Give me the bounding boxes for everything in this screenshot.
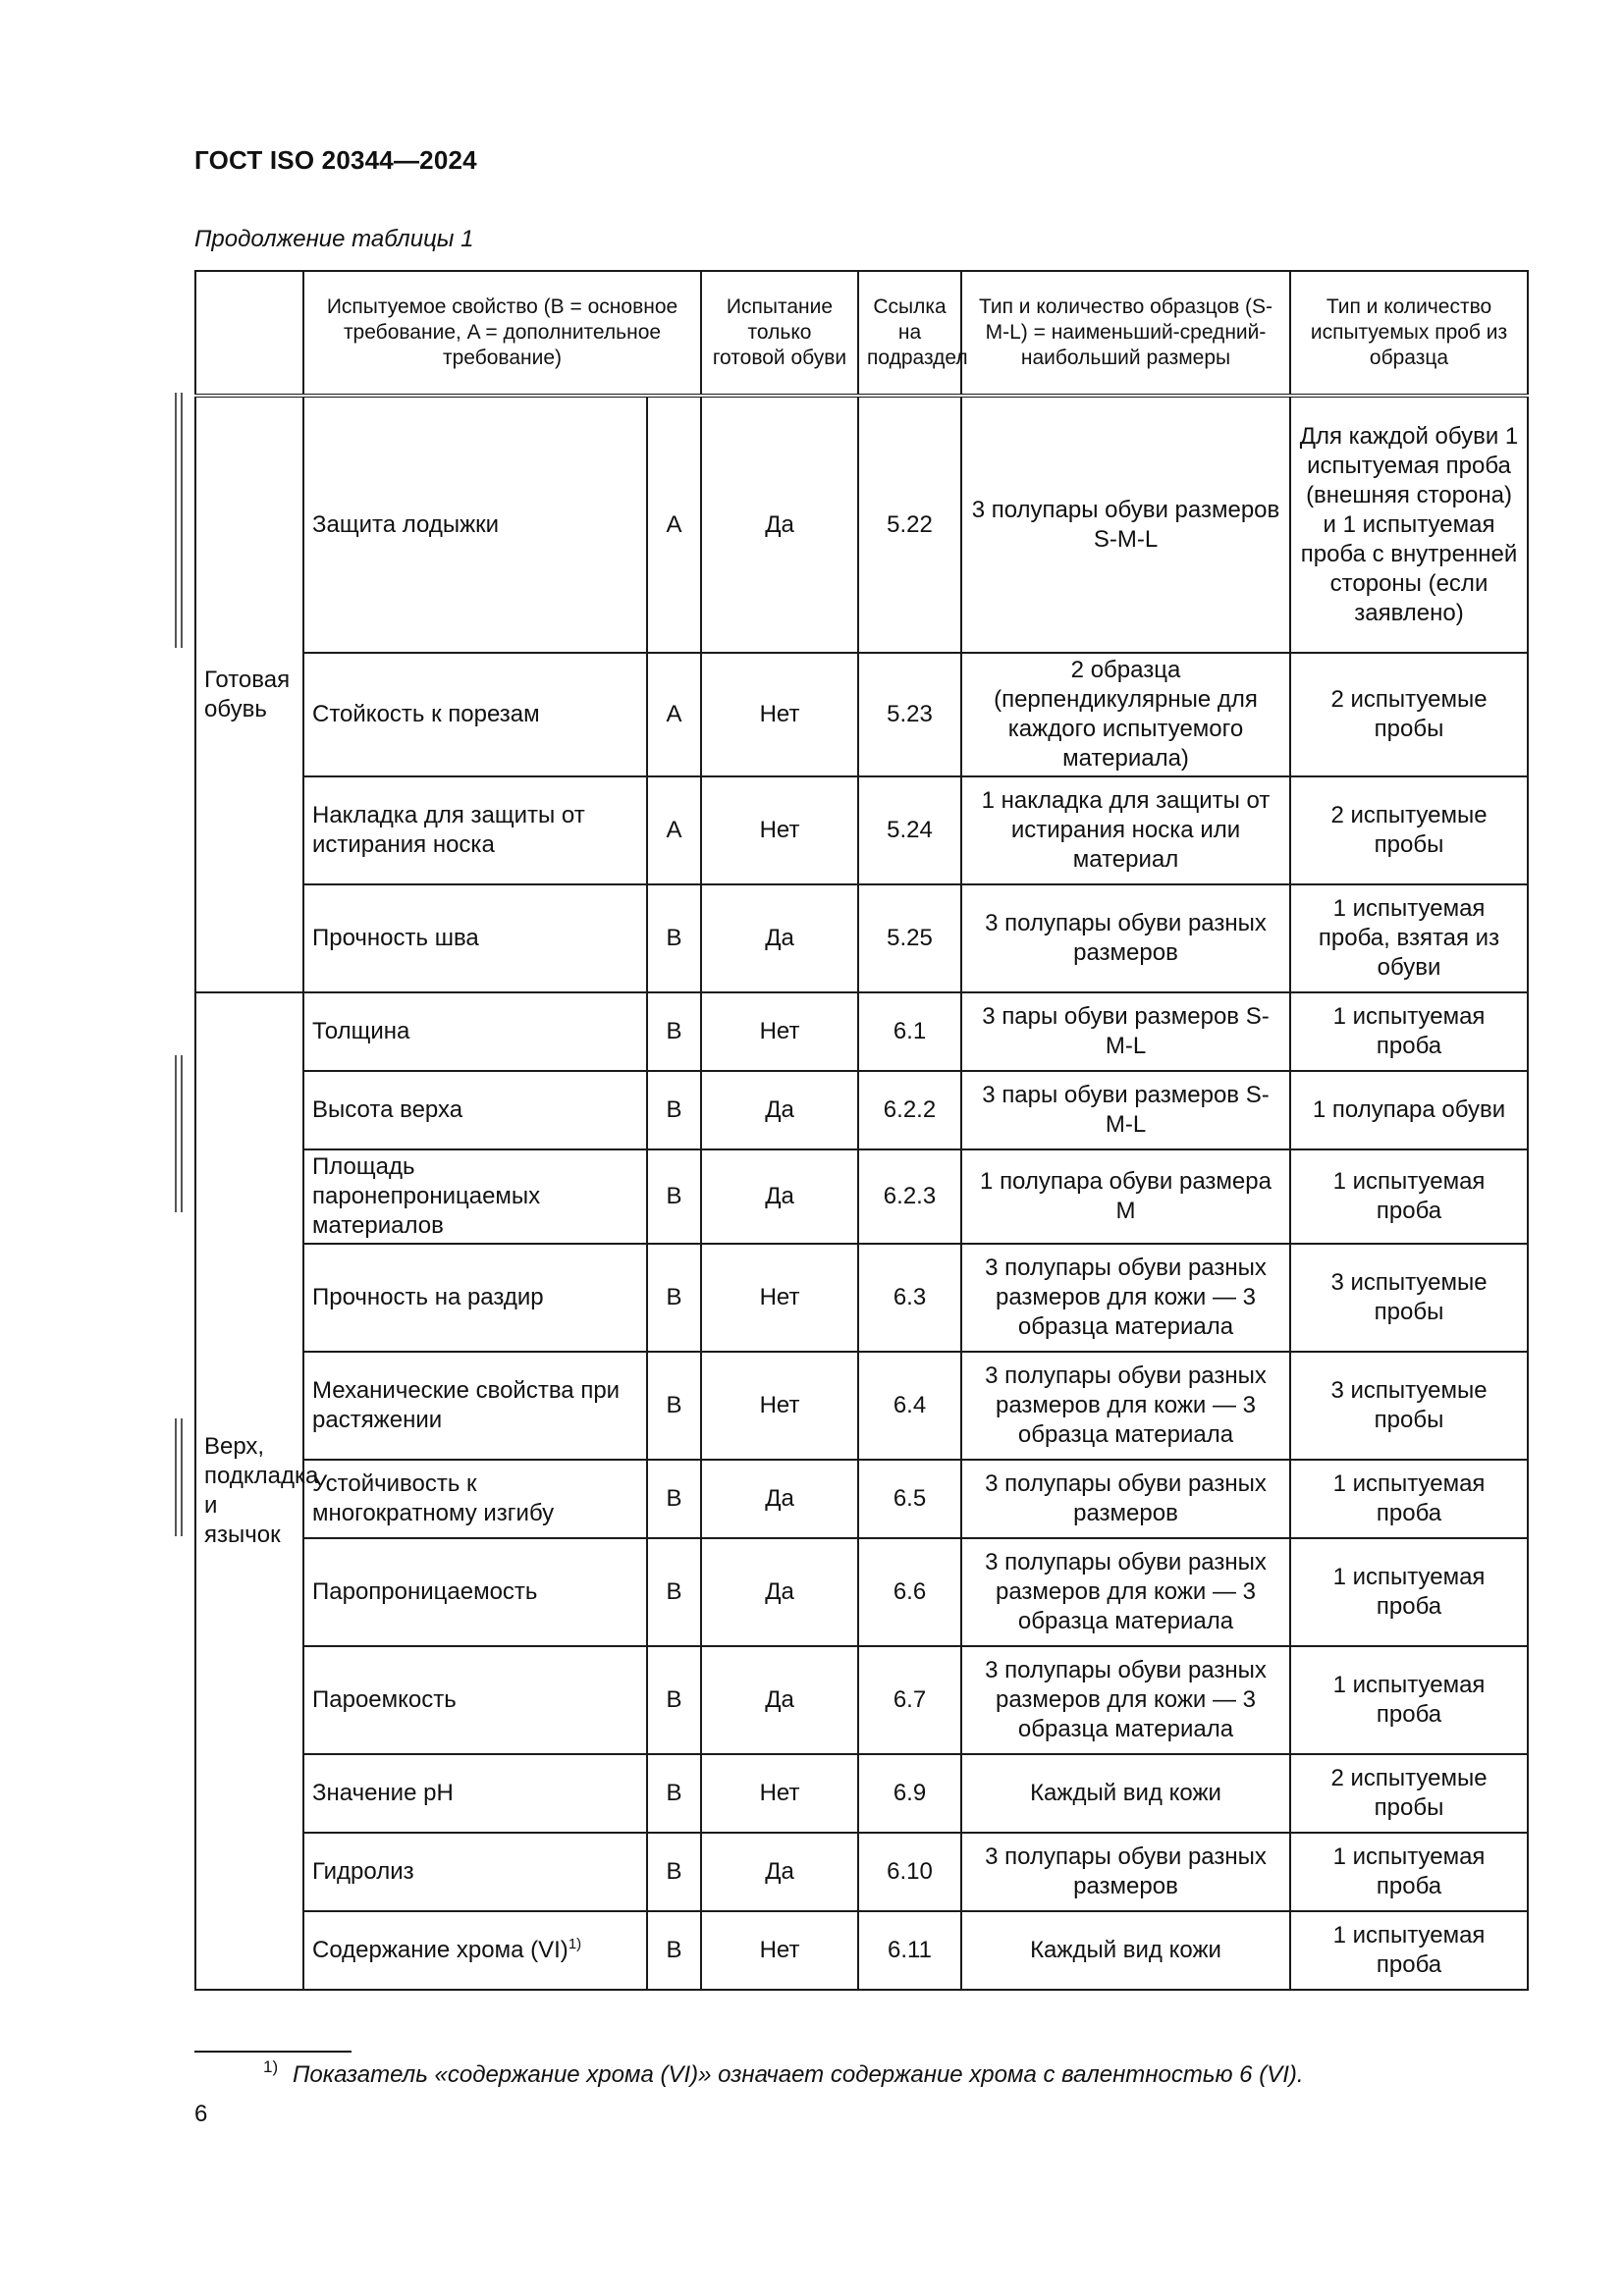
cell-property: Пароемкость [303,1646,647,1754]
cell-samples: 3 полупары обуви разных размеров для кожи — 3 образца материала [961,1646,1290,1754]
revision-bar [181,393,183,648]
header-finished-only: Испытание только готовой обуви [701,271,858,396]
cell-property: Накладка для защиты от истирания носка [303,776,647,884]
revision-bar [181,1418,183,1536]
cell-property: Прочность на раздир [303,1244,647,1352]
table-caption: Продолжение таблицы 1 [194,226,474,252]
footnote-text: Показатель «содержание хрома (VI)» означает содержание хрома с валентностью 6 (VI). [293,2061,1304,2088]
cell-requirement: A [647,653,701,776]
table-row [195,884,1528,992]
cell-test-pieces: 1 испытуемая проба [1290,1911,1528,1990]
cell-property: Площадь паронепроницаемых материалов [303,1149,647,1244]
cell-finished-only: Нет [701,653,858,776]
cell-samples: 3 полупары обуви размеров S-M-L [961,396,1290,653]
cell-requirement: B [647,992,701,1071]
cell-requirement: B [647,1538,701,1646]
cell-requirement: B [647,884,701,992]
cell-reference: 6.5 [858,1460,961,1538]
cell-test-pieces: 1 испытуемая проба [1290,992,1528,1071]
cell-samples: 3 пары обуви размеров S-M-L [961,1071,1290,1149]
table-row [195,1646,1528,1754]
table-row [195,1833,1528,1911]
cell-reference: 5.22 [858,396,961,653]
cell-requirement: B [647,1071,701,1149]
cell-finished-only: Нет [701,1754,858,1833]
table-row [195,1244,1528,1352]
cell-property: Механические свойства при растяжении [303,1352,647,1460]
cell-reference: 5.24 [858,776,961,884]
cell-reference: 6.10 [858,1833,961,1911]
cell-requirement: B [647,1911,701,1990]
cell-finished-only: Да [701,1538,858,1646]
header-property: Испытуемое свойство (B = основное требование, A = дополнительное требование) [303,271,701,396]
table-row [195,992,1528,1071]
cell-reference: 6.4 [858,1352,961,1460]
cell-reference: 6.9 [858,1754,961,1833]
cell-property: Стойкость к порезам [303,653,647,776]
cell-finished-only: Да [701,1646,858,1754]
revision-bar [175,1055,177,1212]
cell-test-pieces: 1 испытуемая проба [1290,1149,1528,1244]
table-row [195,1538,1528,1646]
cell-test-pieces: 3 испытуемые пробы [1290,1352,1528,1460]
header-blank-cell [195,271,303,396]
cell-reference: 6.11 [858,1911,961,1990]
cell-finished-only: Да [701,1149,858,1244]
cell-reference: 6.1 [858,992,961,1071]
header-reference: Ссылка на подраздел [858,271,961,396]
table-row [195,1460,1528,1538]
cell-requirement: B [647,1149,701,1244]
cell-requirement: B [647,1754,701,1833]
cell-test-pieces: 2 испытуемые пробы [1290,776,1528,884]
cell-test-pieces: 2 испытуемые пробы [1290,1754,1528,1833]
revision-bar [175,1418,177,1536]
cell-property: Значение pH [303,1754,647,1833]
revision-bar [175,393,177,648]
table-row [195,1071,1528,1149]
cell-requirement: B [647,1460,701,1538]
cell-requirement: A [647,396,701,653]
cell-requirement: B [647,1244,701,1352]
table-row [195,653,1528,776]
requirements-table [194,270,1529,1991]
chromium-property-text: Содержание хрома (VI) [312,1937,568,1963]
cell-test-pieces: 2 испытуемые пробы [1290,653,1528,776]
cell-finished-only: Да [701,1071,858,1149]
cell-samples: 1 накладка для защиты от истирания носка или материал [961,776,1290,884]
cell-requirement: A [647,776,701,884]
cell-test-pieces: 1 испытуемая проба [1290,1538,1528,1646]
page-number: 6 [194,2101,208,2127]
cell-test-pieces: 1 испытуемая проба [1290,1833,1528,1911]
cell-samples: 3 полупары обуви разных размеров [961,884,1290,992]
cell-reference: 6.2.3 [858,1149,961,1244]
revision-bar [181,1055,183,1212]
table-row [195,396,1528,653]
table-row [195,1754,1528,1833]
cell-finished-only: Да [701,1833,858,1911]
cell-samples: 1 полупара обуви размера M [961,1149,1290,1244]
cell-reference: 6.2.2 [858,1071,961,1149]
cell-reference: 6.3 [858,1244,961,1352]
cell-samples: 3 полупары обуви разных размеров [961,1833,1290,1911]
table-row [195,776,1528,884]
cell-finished-only: Нет [701,992,858,1071]
cell-reference: 6.7 [858,1646,961,1754]
cell-property: Толщина [303,992,647,1071]
cell-finished-only: Да [701,884,858,992]
cell-samples: 3 полупары обуви разных размеров для кожи — 3 образца материала [961,1244,1290,1352]
cell-test-pieces: 1 полупара обуви [1290,1071,1528,1149]
cell-test-pieces: 1 испытуемая проба [1290,1646,1528,1754]
document-header: ГОСТ ISO 20344—2024 [194,145,477,175]
cell-requirement: B [647,1352,701,1460]
cell-property: Защита лодыжки [303,396,647,653]
footnote-mark: 1) [263,2057,279,2076]
footnote-reference: 1) [568,1936,582,1952]
cell-requirement: B [647,1646,701,1754]
cell-reference: 5.25 [858,884,961,992]
cell-reference: 5.23 [858,653,961,776]
footnote-divider [194,2051,352,2053]
table-row [195,1149,1528,1244]
cell-finished-only: Нет [701,1352,858,1460]
cell-samples: 3 полупары обуви разных размеров для кожи — 3 образца материала [961,1538,1290,1646]
cell-finished-only: Да [701,396,858,653]
cell-samples: Каждый вид кожи [961,1911,1290,1990]
cell-samples: 3 полупары обуви разных размеров для кожи — 3 образца материала [961,1352,1290,1460]
cell-finished-only: Нет [701,1911,858,1990]
cell-property: Устойчивость к многократному изгибу [303,1460,647,1538]
cell-finished-only: Да [701,1460,858,1538]
table-row [195,1911,1528,1990]
cell-samples: 2 образца (перпендикулярные для каждого испытуемого материала) [961,653,1290,776]
cell-samples: Каждый вид кожи [961,1754,1290,1833]
cell-property: Прочность шва [303,884,647,992]
cell-samples: 3 пары обуви размеров S-M-L [961,992,1290,1071]
cell-test-pieces: 3 испытуемые пробы [1290,1244,1528,1352]
cell-test-pieces: 1 испытуемая проба, взятая из обуви [1290,884,1528,992]
group-label-finished-footwear: Готовая обувь [195,396,303,992]
cell-finished-only: Нет [701,1244,858,1352]
group-label-upper-lining-tongue: Верх, подкладка и язычок [195,992,303,1990]
cell-requirement: B [647,1833,701,1911]
cell-property: Паропроницаемость [303,1538,647,1646]
cell-finished-only: Нет [701,776,858,884]
cell-test-pieces: Для каждой обуви 1 испытуемая проба (внешняя сторона) и 1 испытуемая проба с внутренней стороны (если заявлено) [1290,396,1528,653]
table-header-row [195,271,1528,396]
cell-test-pieces: 1 испытуемая проба [1290,1460,1528,1538]
cell-samples: 3 полупары обуви разных размеров [961,1460,1290,1538]
cell-property: Высота верха [303,1071,647,1149]
table-row [195,1352,1528,1460]
cell-property: Гидролиз [303,1833,647,1911]
cell-property-chromium [303,1911,647,1990]
header-test-pieces: Тип и количество испытуемых проб из образца [1290,271,1528,396]
header-sample-type: Тип и количество образцов (S-M-L) = наименьший-средний-наибольший размеры [961,271,1290,396]
cell-reference: 6.6 [858,1538,961,1646]
